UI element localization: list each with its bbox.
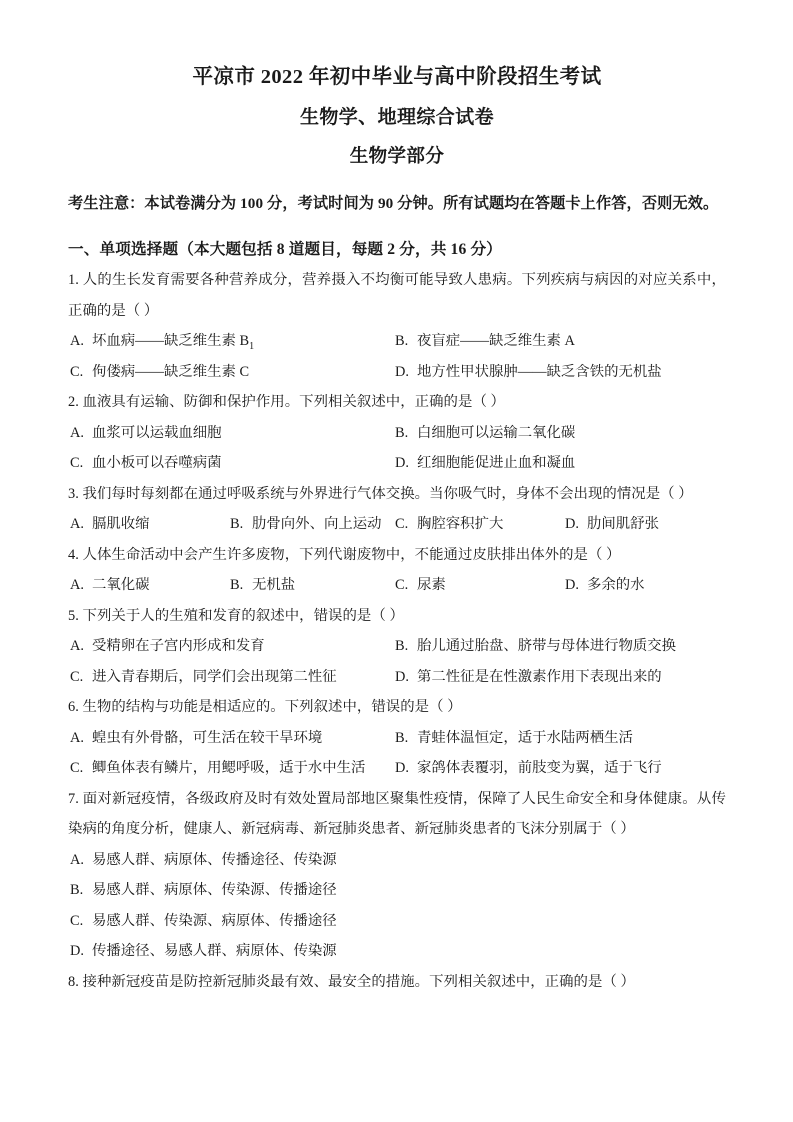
option-row xyxy=(68,631,726,662)
option-c[interactable] xyxy=(70,662,337,693)
option-row xyxy=(68,662,726,693)
option-b[interactable] xyxy=(230,509,382,540)
option-text: 夜盲症——缺乏维生素 A xyxy=(417,333,575,350)
option-text: 尿素 xyxy=(417,577,446,594)
option-row xyxy=(68,357,726,388)
question-options xyxy=(68,723,726,784)
option-a[interactable] xyxy=(70,723,322,754)
option-row xyxy=(68,448,726,479)
option-letter: A. xyxy=(70,851,84,868)
option-d[interactable] xyxy=(395,448,575,479)
option-row xyxy=(68,570,726,601)
option-letter: B. xyxy=(230,516,244,533)
option-letter: D. xyxy=(565,577,579,594)
paper-subtitle: 生物学、地理综合试卷 xyxy=(299,106,494,128)
option-text: 蝗虫有外骨骼，可生活在较干旱环境 xyxy=(92,729,323,746)
option-row xyxy=(68,723,726,754)
question-options xyxy=(68,326,726,387)
option-letter: D. xyxy=(395,455,409,472)
question-8 xyxy=(68,967,726,998)
option-text: 进入青春期后，同学们会出现第二性征 xyxy=(92,668,337,685)
question-7 xyxy=(68,784,726,967)
paper-part-heading: 生物学部分 xyxy=(349,147,445,168)
option-text: 血小板可以吞噬病菌 xyxy=(92,455,222,472)
question-1 xyxy=(68,265,726,387)
question-3 xyxy=(68,479,726,540)
question-5 xyxy=(68,601,726,693)
option-letter: C. xyxy=(70,760,84,777)
option-a[interactable] xyxy=(70,631,265,662)
option-subscript: 1 xyxy=(249,340,255,352)
option-text: 白细胞可以运输二氧化碳 xyxy=(417,424,576,441)
option-text: 肋骨向外、向上运动 xyxy=(252,516,382,533)
option-c[interactable] xyxy=(70,448,222,479)
question-6 xyxy=(68,692,726,784)
option-letter: C. xyxy=(70,668,84,685)
option-b[interactable] xyxy=(395,418,575,449)
option-b[interactable] xyxy=(395,326,575,357)
option-text: 膈肌收缩 xyxy=(92,516,150,533)
question-stem: 5. 下列关于人的生殖和发育的叙述中，错误的是（ ） xyxy=(68,607,404,624)
option-a[interactable] xyxy=(70,418,222,449)
option-text: 鲫鱼体表有鳞片，用鳃呼吸，适于水中生活 xyxy=(92,760,366,777)
option-row xyxy=(68,418,726,449)
option-letter: B. xyxy=(230,577,244,594)
option-letter: A. xyxy=(70,516,84,533)
option-d[interactable] xyxy=(395,357,662,388)
option-text: 血浆可以运载血细胞 xyxy=(92,424,222,441)
option-letter: C. xyxy=(70,912,84,929)
option-c[interactable] xyxy=(68,906,726,937)
option-a[interactable] xyxy=(70,509,150,540)
question-options xyxy=(68,509,726,540)
question-options xyxy=(68,631,726,692)
option-text: 受精卵在子宫内形成和发育 xyxy=(92,638,265,655)
option-row xyxy=(68,753,726,784)
option-letter: D. xyxy=(565,516,579,533)
option-letter: A. xyxy=(70,577,84,594)
section-heading-multiple-choice: 一、单项选择题（本大题包括 8 道题目，每题 2 分，共 16 分） xyxy=(68,240,502,258)
option-text: 无机盐 xyxy=(252,577,296,594)
option-letter: A. xyxy=(70,638,84,655)
option-letter: B. xyxy=(395,638,409,655)
option-text: 第二性征是在性激素作用下表现出来的 xyxy=(417,668,662,685)
option-d[interactable] xyxy=(565,509,659,540)
option-text: 胎儿通过胎盘、脐带与母体进行物质交换 xyxy=(417,638,677,655)
option-letter: C. xyxy=(70,455,84,472)
option-c[interactable] xyxy=(395,509,503,540)
option-d[interactable] xyxy=(68,936,726,967)
question-stem: 7. 面对新冠疫情，各级政府及时有效处置局部地区聚集性疫情，保障了人民生命安全和身体健康。从传染病的角度分析，健康人、新冠病毒、新冠肺炎患者、新冠肺炎患者的飞沫分别属于（ ） xyxy=(68,790,726,838)
option-letter: D. xyxy=(395,760,409,777)
candidate-notice: 考生注意：本试卷满分为 100 分，考试时间为 90 分钟。所有试题均在答题卡上作答，否则无效。 xyxy=(68,195,719,212)
option-text: 肋间肌舒张 xyxy=(587,516,659,533)
option-text: 红细胞能促进止血和凝血 xyxy=(417,455,576,472)
option-row xyxy=(68,509,726,540)
option-row xyxy=(68,326,726,357)
option-a[interactable] xyxy=(70,326,254,357)
option-text: 家鸽体表覆羽，前肢变为翼，适于飞行 xyxy=(417,760,662,777)
option-text: 易感人群、病原体、传染源、传播途径 xyxy=(92,882,337,899)
question-stem: 2. 血液具有运输、防御和保护作用。下列相关叙述中，正确的是（ ） xyxy=(68,394,505,411)
option-letter: D. xyxy=(395,363,409,380)
question-2 xyxy=(68,387,726,479)
option-text: 坏血病——缺乏维生素 B xyxy=(92,333,250,350)
option-letter: A. xyxy=(70,333,84,350)
question-stem: 1. 人的生长发育需要各种营养成分，营养摄入不均衡可能导致人患病。下列疾病与病因的对应关系中，正确的是（ ） xyxy=(68,272,726,319)
option-letter: A. xyxy=(70,424,84,441)
option-letter: C. xyxy=(395,577,409,594)
question-stem: 8. 接种新冠疫苗是防控新冠肺炎最有效、最安全的措施。下列相关叙述中，正确的是（ ） xyxy=(68,973,635,990)
option-c[interactable] xyxy=(70,753,365,784)
option-letter: B. xyxy=(395,729,409,746)
question-4 xyxy=(68,540,726,601)
option-letter: A. xyxy=(70,729,84,746)
option-text: 二氧化碳 xyxy=(92,577,150,594)
option-letter: B. xyxy=(395,333,409,350)
option-c[interactable] xyxy=(70,357,249,388)
option-text: 佝偻病——缺乏维生素 C xyxy=(92,363,250,380)
option-d[interactable] xyxy=(395,662,662,693)
option-d[interactable] xyxy=(565,570,645,601)
option-a[interactable] xyxy=(70,570,150,601)
option-letter: C. xyxy=(70,363,84,380)
option-text: 易感人群、病原体、传播途径、传染源 xyxy=(92,851,337,868)
option-text: 易感人群、传染源、病原体、传播途径 xyxy=(92,912,337,929)
option-a[interactable] xyxy=(68,845,726,876)
option-letter: B. xyxy=(395,424,409,441)
option-letter: C. xyxy=(395,516,409,533)
option-text: 青蛙体温恒定，适于水陆两栖生活 xyxy=(417,729,633,746)
question-options xyxy=(68,570,726,601)
option-text: 地方性甲状腺肿——缺乏含铁的无机盐 xyxy=(417,363,662,380)
option-b[interactable] xyxy=(68,875,726,906)
option-text: 传播途径、易感人群、病原体、传染源 xyxy=(92,943,337,960)
option-b[interactable] xyxy=(230,570,295,601)
question-stem: 6. 生物的结构与功能是相适应的。下列叙述中，错误的是（ ） xyxy=(68,699,462,716)
option-text: 多余的水 xyxy=(587,577,645,594)
option-letter: D. xyxy=(70,943,84,960)
question-stem: 3. 我们每时每刻都在通过呼吸系统与外界进行气体交换。当你吸气时，身体不会出现的情况是（ ） xyxy=(68,485,693,502)
page-title: 平凉市 2022 年初中毕业与高中阶段招生考试 xyxy=(192,66,602,88)
option-c[interactable] xyxy=(395,570,446,601)
option-d[interactable] xyxy=(395,753,662,784)
option-letter: D. xyxy=(395,668,409,685)
option-letter: B. xyxy=(70,882,84,899)
question-options xyxy=(68,845,726,967)
option-text: 胸腔容积扩大 xyxy=(417,516,504,533)
question-options xyxy=(68,418,726,479)
option-b[interactable] xyxy=(395,631,676,662)
question-stem: 4. 人体生命活动中会产生许多废物，下列代谢废物中，不能通过皮肤排出体外的是（ ） xyxy=(68,546,621,563)
option-b[interactable] xyxy=(395,723,633,754)
